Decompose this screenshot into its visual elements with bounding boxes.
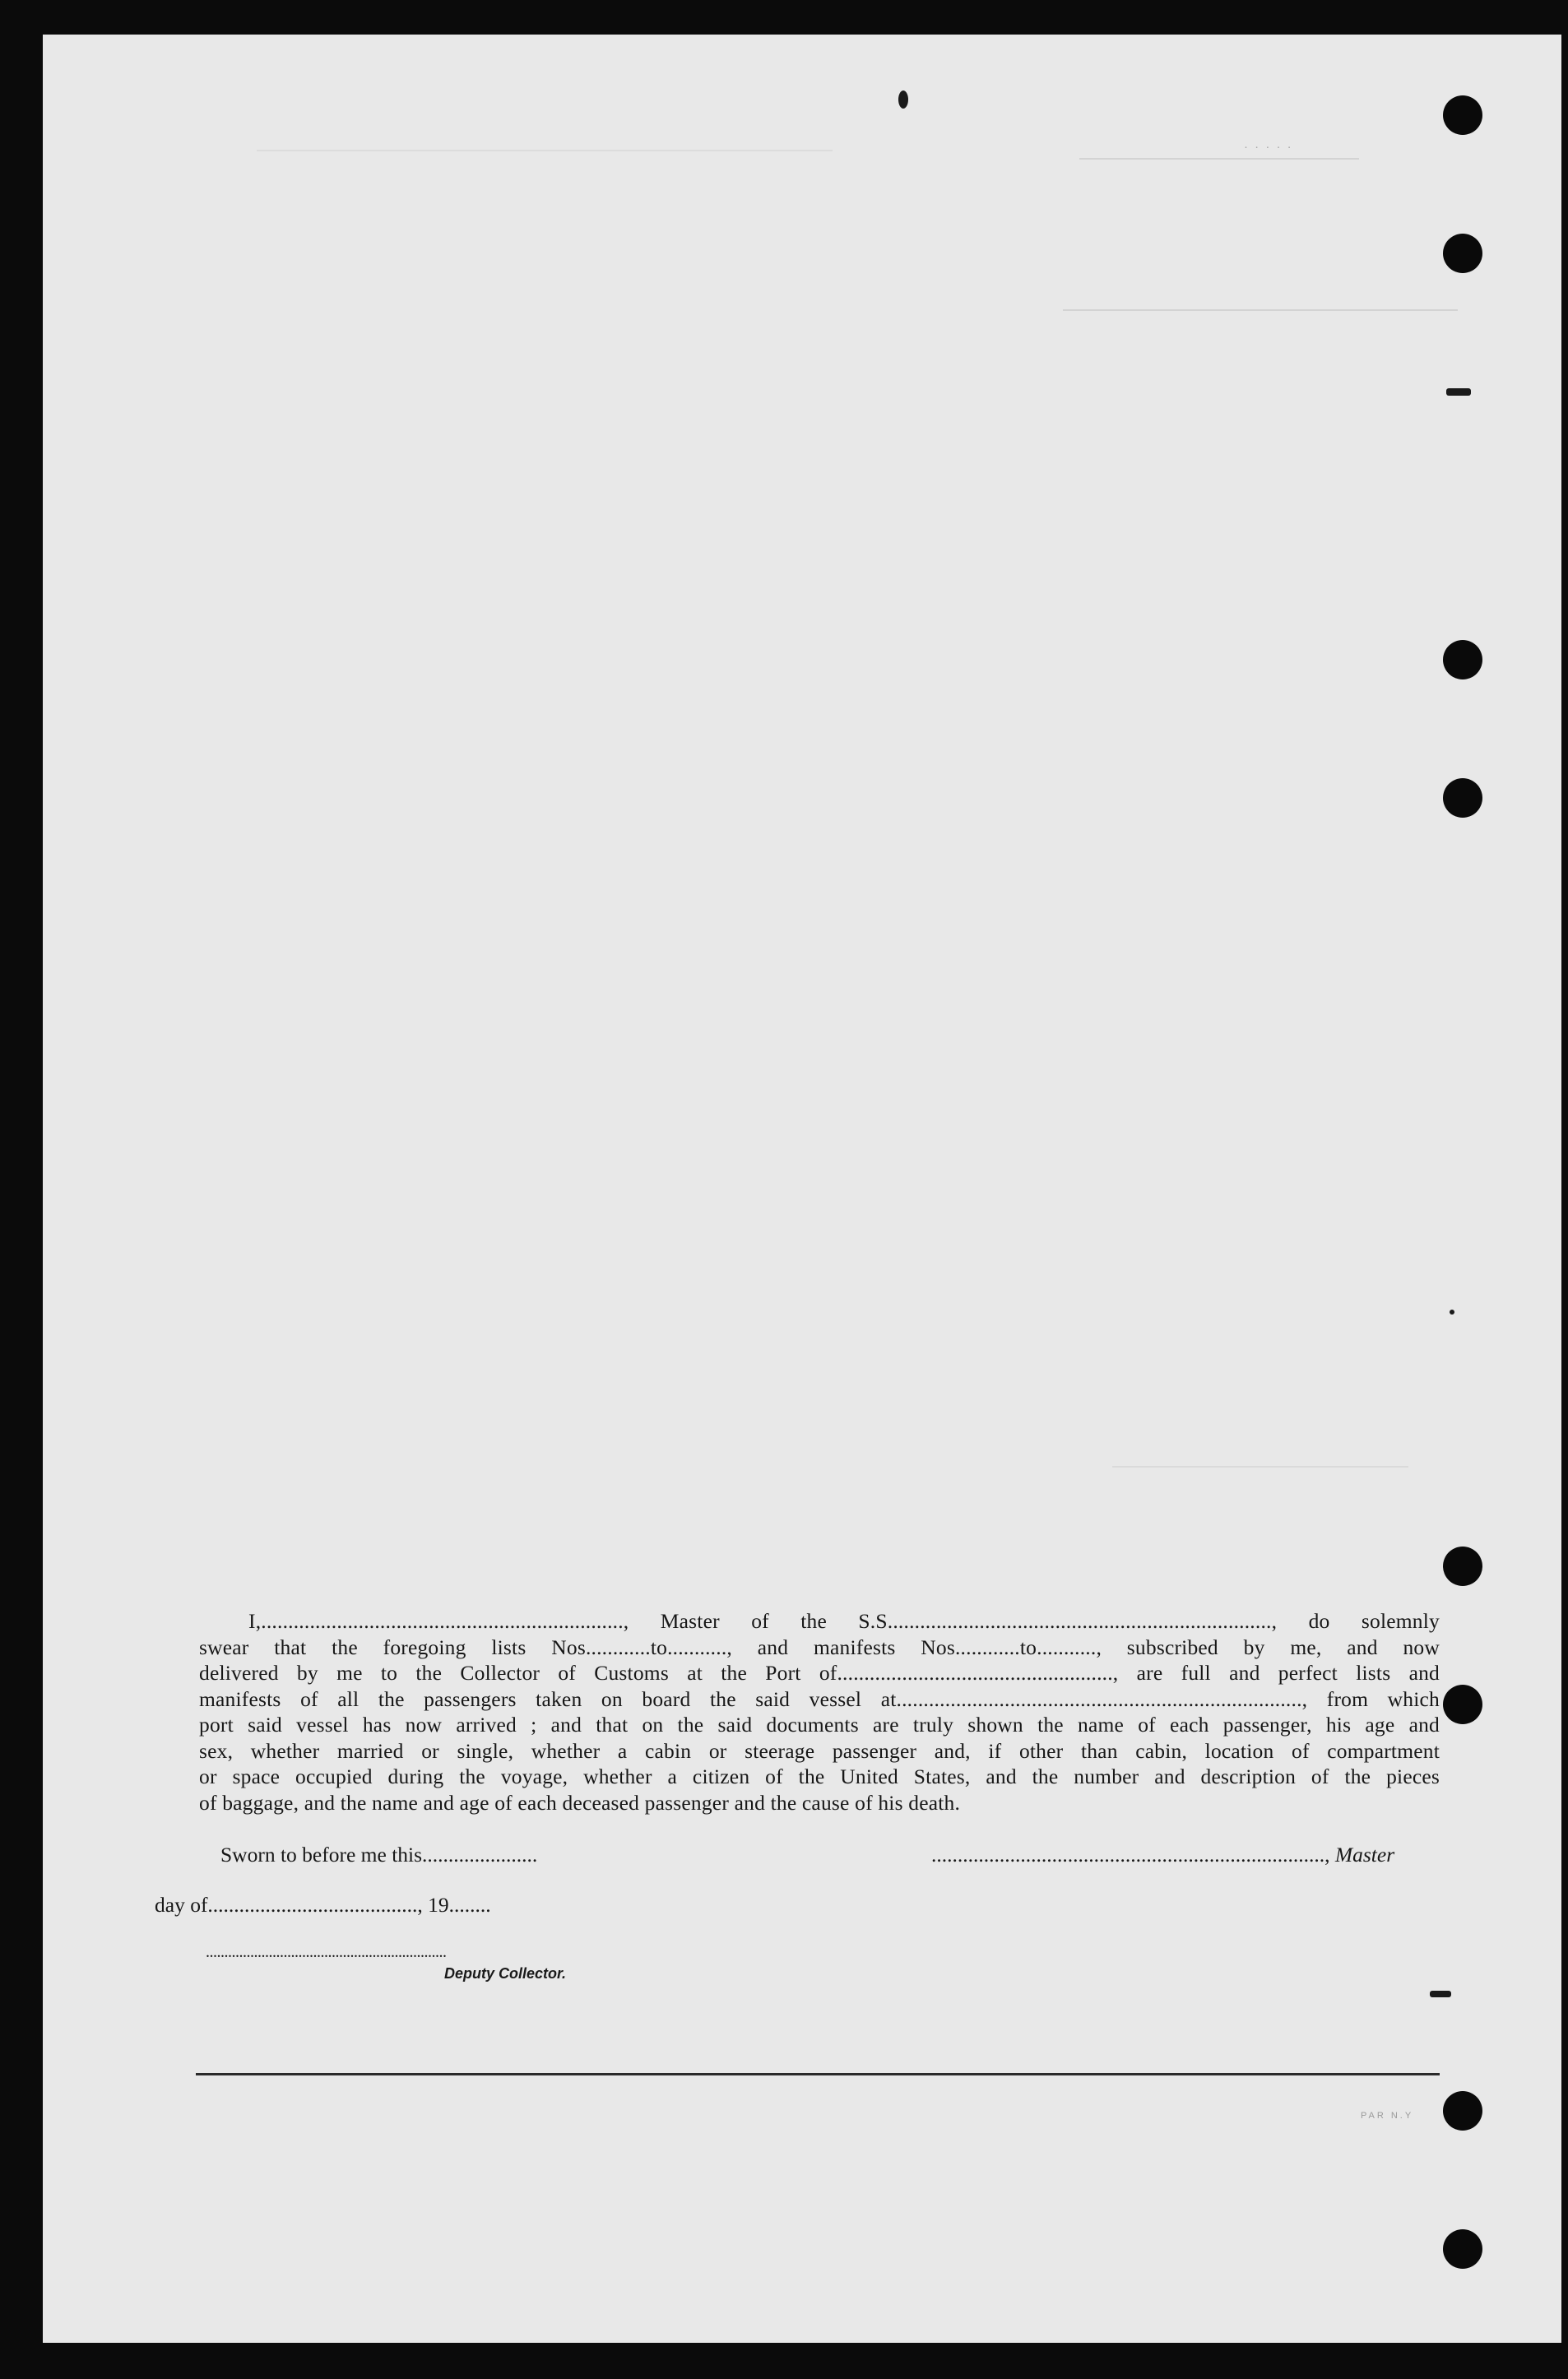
master-label: Master bbox=[1334, 1843, 1395, 1867]
sworn-line: Sworn to before me this...................... bbox=[220, 1843, 538, 1867]
deputy-collector-label: Deputy Collector. bbox=[444, 1965, 567, 1982]
form-sheet bbox=[43, 35, 1561, 2343]
ink-speck bbox=[898, 90, 908, 109]
oath-paragraph bbox=[199, 1608, 1440, 1816]
punch-hole bbox=[1443, 95, 1482, 135]
oath-line: or space occupied during the voyage, whether a citizen of the United States, and the number and description of the pieces bbox=[199, 1765, 1440, 1788]
bottom-rule bbox=[196, 2073, 1440, 2075]
master-dots: ..........................................................................., bbox=[931, 1843, 1335, 1867]
oath-line: port said vessel has now arrived ; and that on the said documents are truly shown the name of each passenger, his age and bbox=[199, 1713, 1440, 1737]
oath-line: manifests of all the passengers taken on board the said vessel at..........................................................................., from which bbox=[199, 1686, 1440, 1711]
oath-line: I,..................................................................., Master of the S.S......................................................................., do solemnly bbox=[248, 1609, 1440, 1633]
oath-line: delivered by me to the Collector of Customs at the Port of..................................................., are full and perfect lists and bbox=[199, 1661, 1440, 1685]
deputy-signature-dots: ................................................................. bbox=[206, 1943, 447, 1961]
day-line: day of........................................, 19........ bbox=[155, 1893, 491, 1917]
bleed-through-mark bbox=[1063, 309, 1458, 311]
punch-hole bbox=[1443, 1547, 1482, 1586]
printer-mark: PAR N.Y bbox=[1361, 2111, 1414, 2121]
ink-speck bbox=[1446, 388, 1471, 396]
oath-line: swear that the foregoing lists Nos............to..........., and manifests Nos............to..........., subscribed by me, and now bbox=[199, 1635, 1440, 1659]
ink-speck bbox=[1450, 1310, 1454, 1315]
master-signature-line bbox=[931, 1843, 1394, 1867]
oath-line: sex, whether married or single, whether a cabin or steerage passenger and, if other than cabin, location of compartment bbox=[199, 1738, 1440, 1763]
punch-hole bbox=[1443, 778, 1482, 818]
punch-hole bbox=[1443, 1685, 1482, 1724]
oath-line: of baggage, and the name and age of each deceased passenger and the cause of his death. bbox=[199, 1790, 961, 1815]
bleed-through-mark bbox=[1112, 1466, 1408, 1468]
punch-hole bbox=[1443, 2091, 1482, 2131]
bleed-through-mark bbox=[1079, 158, 1359, 160]
punch-hole bbox=[1443, 640, 1482, 679]
punch-hole bbox=[1443, 234, 1482, 273]
faint-header-text: · · · · · bbox=[1244, 140, 1293, 154]
ink-speck bbox=[1430, 1991, 1451, 1997]
bleed-through-mark bbox=[257, 150, 833, 151]
punch-hole bbox=[1443, 2229, 1482, 2269]
